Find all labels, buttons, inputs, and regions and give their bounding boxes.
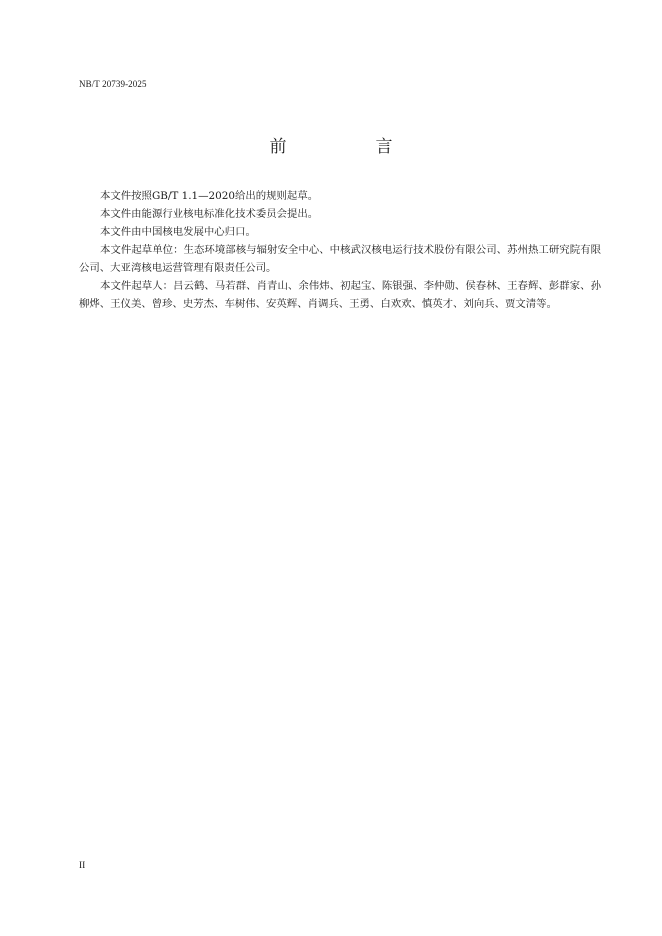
paragraph-drafting-rules: 本文件按照GB/T 1.1—2020给出的规则起草。 bbox=[100, 190, 319, 202]
document-code: NB/T 20739-2025 bbox=[79, 79, 147, 89]
page-title: 前 言 bbox=[269, 137, 429, 157]
foreword-body bbox=[79, 187, 601, 313]
paragraph-centralized-by: 本文件由中国核电发展中心归口。 bbox=[100, 226, 256, 238]
paragraph-proposer: 本文件由能源行业核电标准化技术委员会提出。 bbox=[100, 208, 319, 220]
paragraph-drafters: 本文件起草人：吕云鹤、马若群、肖青山、余伟炜、初起宝、陈银强、李仲勋、侯春林、王春辉、彭群家、孙柳烨、王仪美、曾珍、史芳杰、车树伟、安英辉、肖调兵、王勇、白欢欢、慎英才、刘向兵、贾文清等。 bbox=[79, 280, 601, 310]
page-number: II bbox=[79, 861, 86, 871]
paragraph-drafting-units: 本文件起草单位：生态环境部核与辐射安全中心、中核武汉核电运行技术股份有限公司、苏州热工研究院有限公司、大亚湾核电运营管理有限责任公司。 bbox=[79, 244, 601, 274]
